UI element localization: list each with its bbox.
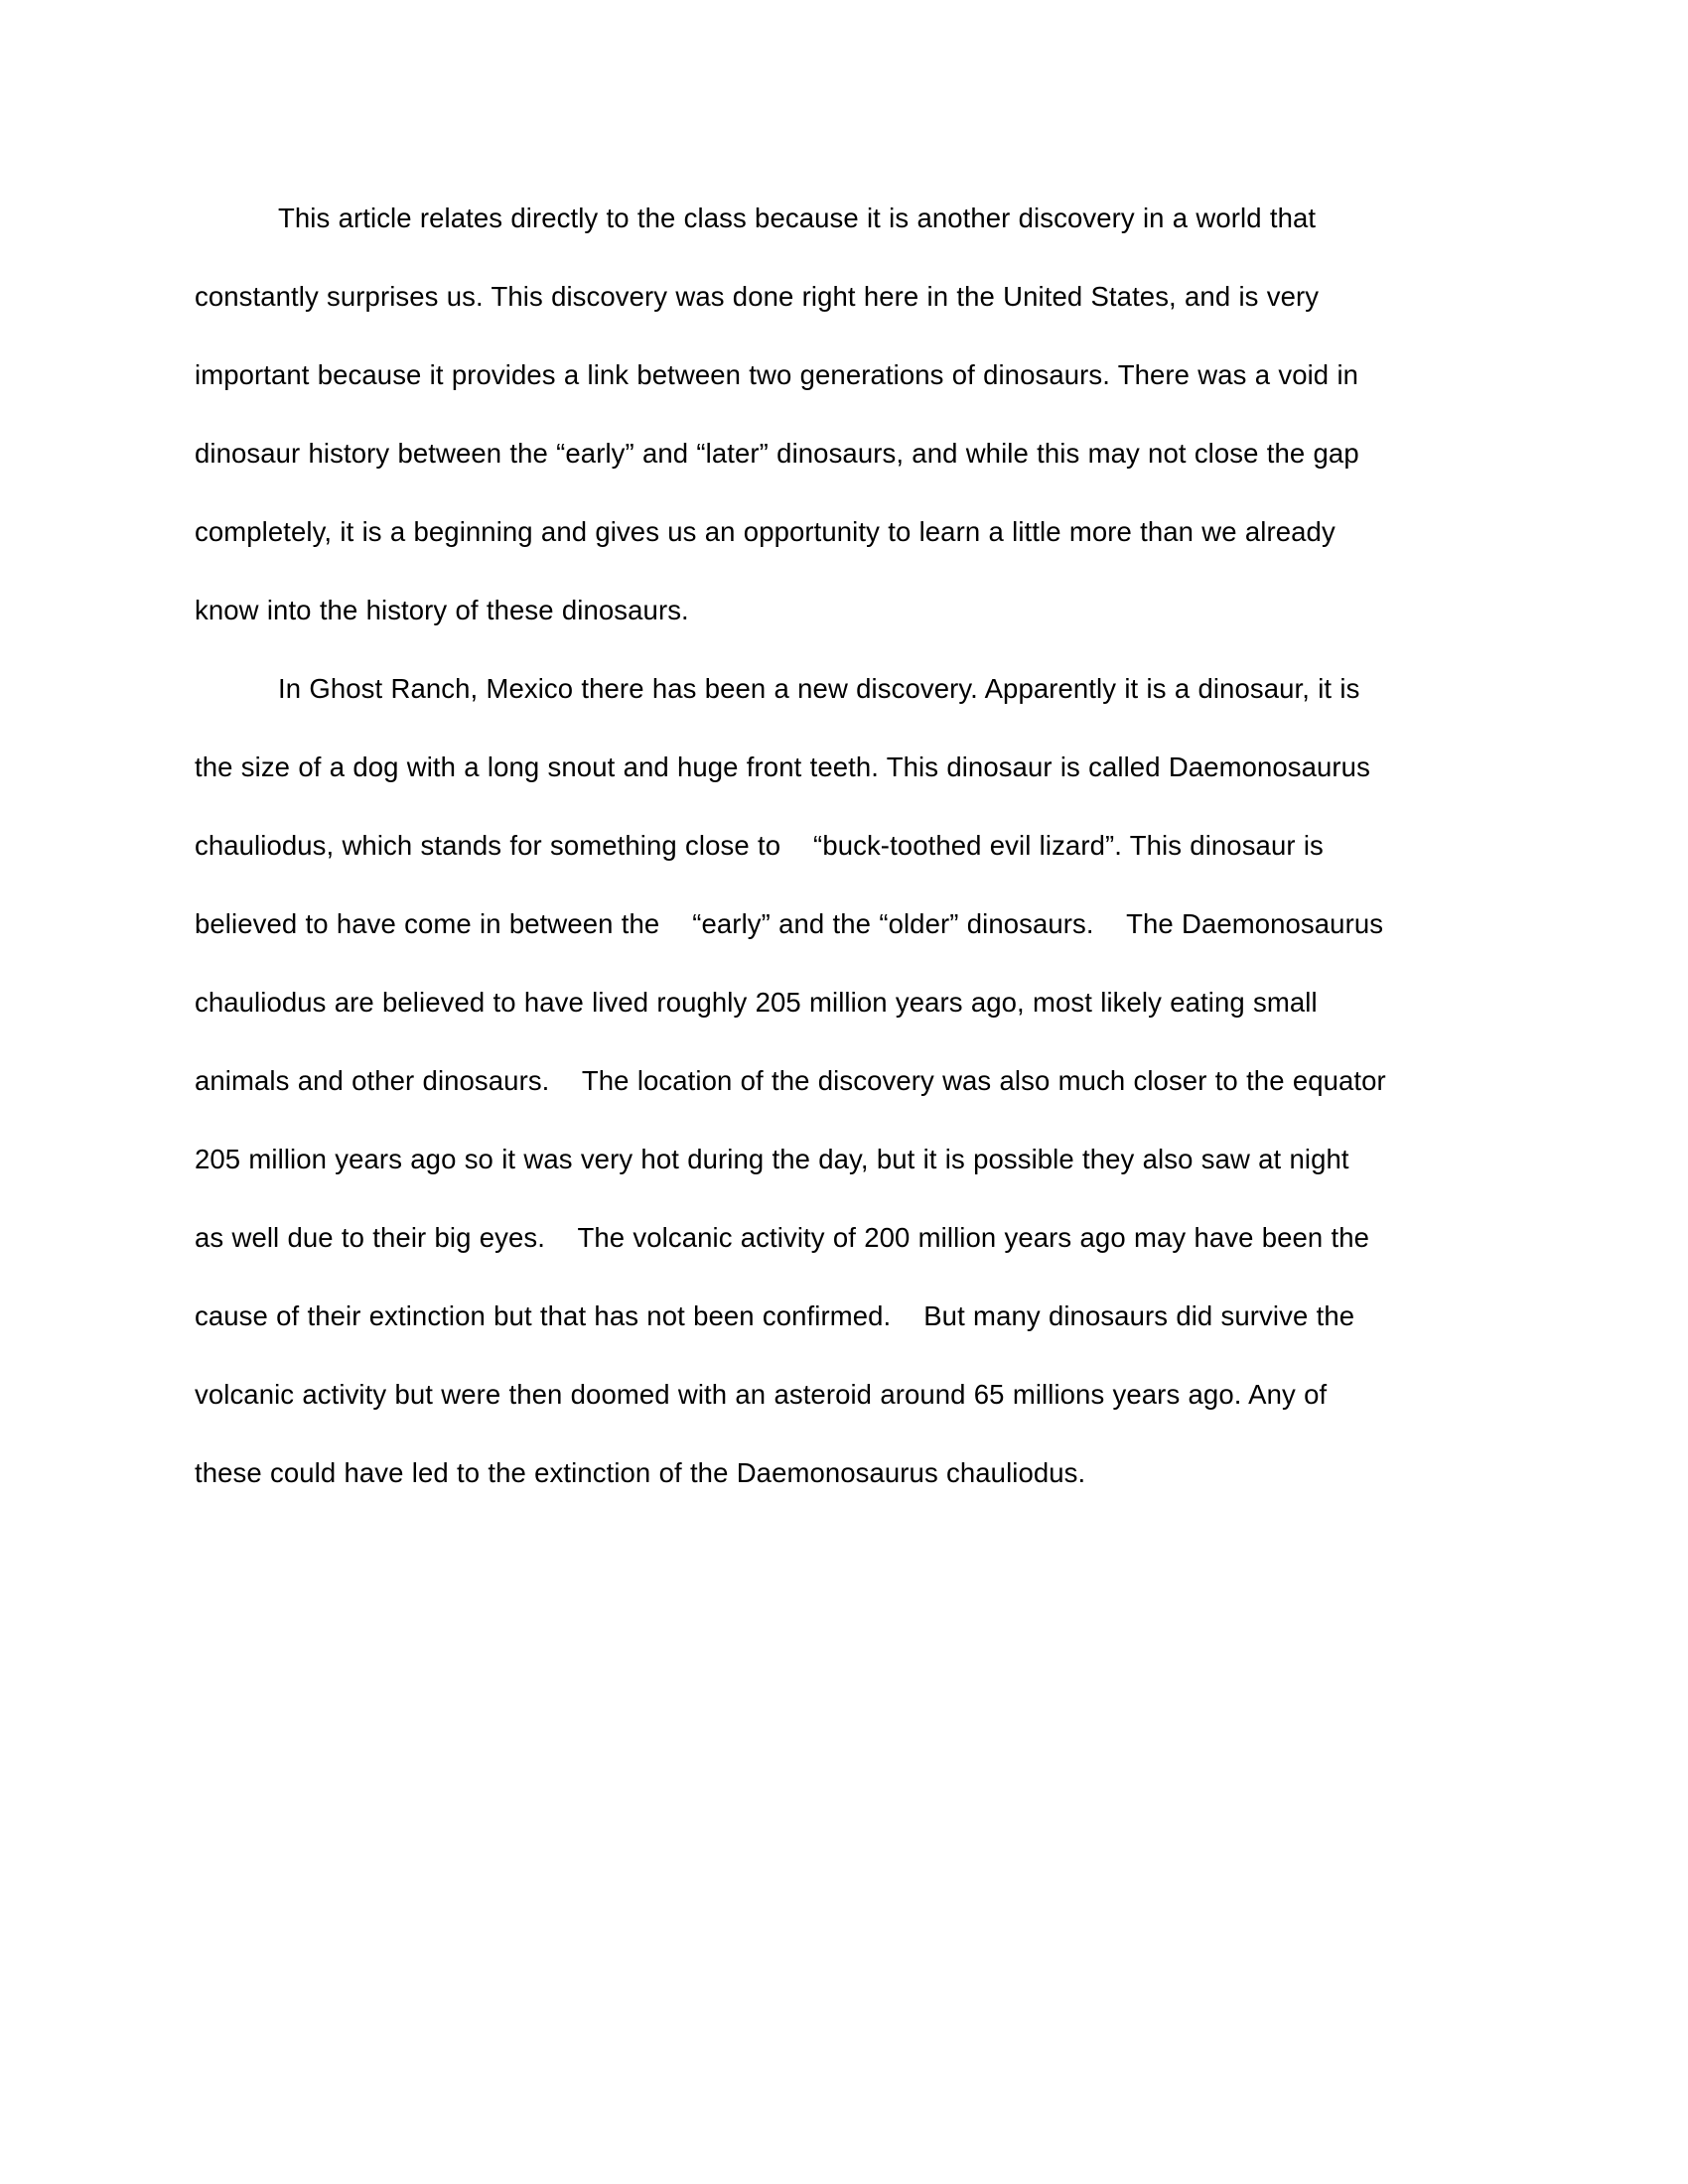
paragraph-2-text: In Ghost Ranch, Mexico there has been a new discovery. Apparently it is a dinosaur, it is the size of a dog with a long snout and huge front teeth. This dinosaur is called Daemonosaurus chauliodus, which stands for something close to “buck-toothed evil lizard”. This dinosaur is believed to have come in between the “early” and the “older” dinosaurs. The Daemonosaurus chauliodus are believed to have lived roughly 205 million years ago, most likely eating small animals and other dinosaurs. The location of the discovery was also much closer to the equator 205 million years ago so it was very hot during the day, but it is possible they also saw at night as well due to their big eyes. The volcanic activity of 200 million years ago may have been the cause of their extinction but that has not been confirmed. But many dinosaurs did survive the volcanic activity but were then doomed with an asteroid around 65 millions years ago. Any of these could have led to the extinction of the Daemonosaurus chauliodus. — [195, 673, 1395, 1488]
paragraph-1 — [195, 179, 1386, 649]
paragraph-1-text: This article relates directly to the class because it is another discovery in a world that constantly surprises us. This discovery was done right here in the United States, and is very important because it provides a link between two generations of dinosaurs. There was a void in dinosaur history between the “early” and “later” dinosaurs, and while this may not close the gap completely, it is a beginning and gives us an opportunity to learn a little more than we already know into the history of these dinosaurs. — [195, 203, 1367, 625]
document-body — [195, 179, 1395, 1512]
paragraph-2 — [195, 649, 1395, 1512]
